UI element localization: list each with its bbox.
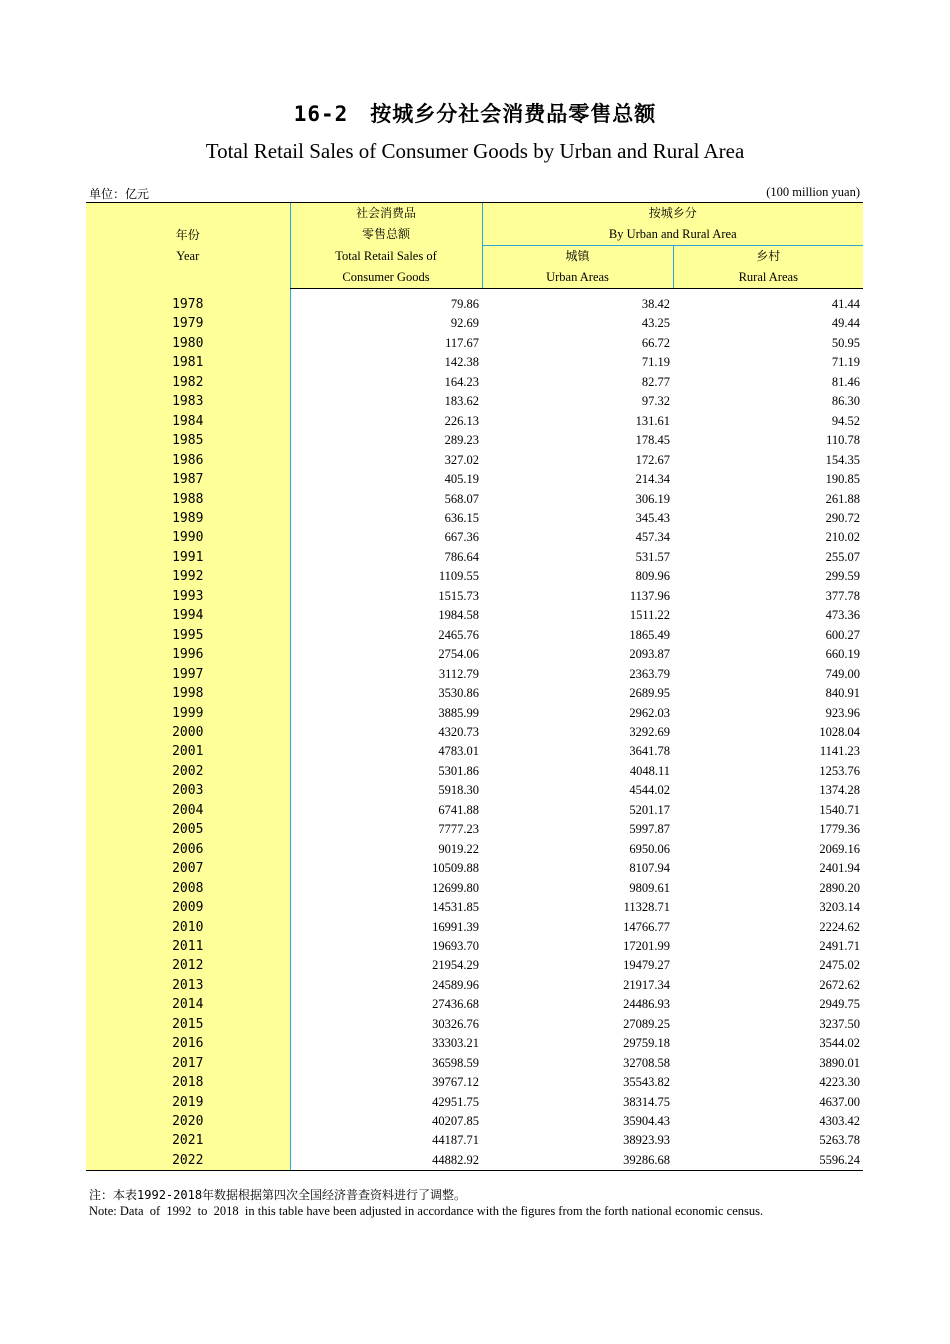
urban-cell: 531.57 bbox=[635, 549, 670, 564]
year-cell: 1979 bbox=[86, 314, 290, 333]
urban-cell: 2962.03 bbox=[629, 705, 670, 720]
rural-cell: 377.78 bbox=[825, 588, 861, 603]
rural-cell: 261.88 bbox=[825, 491, 861, 506]
total-cell: 183.62 bbox=[290, 392, 482, 411]
total-header-cn-2: 零售总额 bbox=[290, 224, 482, 246]
table-row bbox=[86, 1151, 863, 1171]
urban-cell: 19479.27 bbox=[623, 958, 670, 973]
rural-cell: 41.44 bbox=[831, 297, 861, 311]
year-cell: 1997 bbox=[86, 665, 290, 684]
urban-cell: 35904.43 bbox=[623, 1114, 670, 1129]
table-row bbox=[86, 781, 863, 800]
table-row bbox=[86, 451, 863, 470]
unit-label-cn: 单位：亿元 bbox=[89, 187, 150, 201]
year-cell: 2020 bbox=[86, 1112, 290, 1131]
rural-cell: 2949.75 bbox=[819, 997, 861, 1012]
rural-cell: 5263.78 bbox=[819, 1133, 861, 1148]
year-cell: 1998 bbox=[86, 684, 290, 703]
urban-cell: 809.96 bbox=[635, 569, 670, 584]
rural-header-en: Rural Areas bbox=[673, 267, 863, 289]
note-cn-suffix: 年数据根据第四次全国经济普查资料进行了调整。 bbox=[202, 1188, 467, 1202]
total-cell: 2754.06 bbox=[290, 645, 482, 664]
urban-cell: 172.67 bbox=[635, 452, 670, 467]
year-cell: 1999 bbox=[86, 704, 290, 723]
urban-cell: 3641.78 bbox=[629, 744, 670, 759]
urban-header-cn: 城镇 bbox=[482, 246, 673, 268]
year-cell: 2019 bbox=[86, 1093, 290, 1112]
year-cell: 1996 bbox=[86, 645, 290, 664]
total-cell: 9019.22 bbox=[290, 840, 482, 859]
year-cell: 1987 bbox=[86, 470, 290, 489]
table-row bbox=[86, 645, 863, 664]
year-cell: 1978 bbox=[86, 295, 290, 314]
urban-cell: 2363.79 bbox=[629, 666, 670, 681]
rural-cell: 299.59 bbox=[825, 569, 861, 584]
urban-cell: 131.61 bbox=[635, 413, 670, 428]
table-row bbox=[86, 801, 863, 820]
year-cell: 1995 bbox=[86, 626, 290, 645]
rural-cell: 190.85 bbox=[825, 472, 861, 487]
urban-cell: 38923.93 bbox=[623, 1133, 670, 1148]
total-cell: 16991.39 bbox=[290, 918, 482, 937]
total-cell: 3530.86 bbox=[290, 684, 482, 703]
table-row bbox=[86, 723, 863, 742]
urban-cell: 8107.94 bbox=[629, 861, 670, 876]
year-cell: 1992 bbox=[86, 567, 290, 586]
urban-cell: 21917.34 bbox=[623, 977, 670, 992]
table-row bbox=[86, 528, 863, 547]
title-cn-text: 按城乡分社会消费品零售总额 bbox=[370, 102, 657, 126]
rural-cell: 923.96 bbox=[825, 705, 861, 720]
table-row bbox=[86, 567, 863, 586]
table-row bbox=[86, 918, 863, 937]
year-cell: 2018 bbox=[86, 1073, 290, 1092]
total-cell: 12699.80 bbox=[290, 879, 482, 898]
rural-cell: 4637.00 bbox=[819, 1094, 861, 1109]
note-cn bbox=[89, 1186, 466, 1203]
urban-cell: 6950.06 bbox=[629, 841, 670, 856]
table-row bbox=[86, 762, 863, 781]
rural-cell: 840.91 bbox=[825, 686, 861, 701]
table-row bbox=[86, 937, 863, 956]
total-cell: 4320.73 bbox=[290, 723, 482, 742]
urban-cell: 2093.87 bbox=[629, 647, 670, 662]
year-cell: 1980 bbox=[86, 334, 290, 353]
year-cell: 1984 bbox=[86, 412, 290, 431]
total-cell: 405.19 bbox=[290, 470, 482, 489]
year-cell: 2022 bbox=[86, 1151, 290, 1171]
rural-cell: 71.19 bbox=[831, 355, 861, 370]
year-cell: 2011 bbox=[86, 937, 290, 956]
group-header-en: By Urban and Rural Area bbox=[482, 224, 863, 246]
table-row bbox=[86, 956, 863, 975]
rural-cell: 600.27 bbox=[825, 627, 861, 642]
rural-cell: 2491.71 bbox=[819, 938, 861, 953]
table-row bbox=[86, 295, 863, 314]
table-row bbox=[86, 412, 863, 431]
urban-cell: 82.77 bbox=[641, 374, 670, 389]
table-row bbox=[86, 1015, 863, 1034]
total-cell: 667.36 bbox=[290, 528, 482, 547]
rural-cell: 110.78 bbox=[826, 433, 861, 448]
total-cell: 33303.21 bbox=[290, 1034, 482, 1053]
year-cell: 2006 bbox=[86, 840, 290, 859]
total-cell: 92.69 bbox=[290, 314, 482, 333]
urban-cell: 27089.25 bbox=[623, 1016, 670, 1031]
total-cell: 44187.71 bbox=[290, 1131, 482, 1150]
page-title-en: Total Retail Sales of Consumer Goods by Urban and Rural Area bbox=[205, 139, 745, 163]
year-cell: 2009 bbox=[86, 898, 290, 917]
year-cell: 2015 bbox=[86, 1015, 290, 1034]
year-header-cn: 年份 bbox=[86, 203, 290, 246]
urban-cell: 11328.71 bbox=[623, 900, 670, 915]
rural-cell: 3890.01 bbox=[819, 1055, 861, 1070]
urban-cell: 5201.17 bbox=[629, 802, 670, 817]
year-cell: 2012 bbox=[86, 956, 290, 975]
table-row bbox=[86, 859, 863, 878]
rural-cell: 2475.02 bbox=[819, 958, 861, 973]
rural-cell: 1141.23 bbox=[819, 744, 861, 759]
year-cell: 2013 bbox=[86, 976, 290, 995]
total-cell: 1984.58 bbox=[290, 606, 482, 625]
table-row bbox=[86, 373, 863, 392]
year-cell: 1986 bbox=[86, 451, 290, 470]
urban-cell: 178.45 bbox=[635, 433, 670, 448]
table-row bbox=[86, 470, 863, 489]
urban-cell: 3292.69 bbox=[629, 724, 670, 739]
urban-cell: 39286.68 bbox=[482, 1151, 673, 1171]
rural-cell: 473.36 bbox=[825, 608, 861, 623]
table-row bbox=[86, 840, 863, 859]
year-cell: 2010 bbox=[86, 918, 290, 937]
year-cell: 1994 bbox=[86, 606, 290, 625]
total-cell: 636.15 bbox=[290, 509, 482, 528]
rural-cell: 1253.76 bbox=[819, 763, 861, 778]
table-row bbox=[86, 587, 863, 606]
table-row bbox=[86, 314, 863, 333]
rural-cell: 154.35 bbox=[825, 452, 861, 467]
urban-cell: 457.34 bbox=[635, 530, 670, 545]
urban-cell: 5997.87 bbox=[629, 822, 670, 837]
total-cell: 24589.96 bbox=[290, 976, 482, 995]
note-cn-years: 1992-2018 bbox=[137, 1188, 203, 1202]
year-cell: 2016 bbox=[86, 1034, 290, 1053]
total-cell: 5301.86 bbox=[290, 762, 482, 781]
rural-cell: 2069.16 bbox=[819, 841, 861, 856]
table-row bbox=[86, 1112, 863, 1131]
total-cell: 2465.76 bbox=[290, 626, 482, 645]
table-row bbox=[86, 704, 863, 723]
year-cell: 1983 bbox=[86, 392, 290, 411]
table-row bbox=[86, 548, 863, 567]
table-row bbox=[86, 742, 863, 761]
year-cell: 2003 bbox=[86, 781, 290, 800]
rural-cell: 290.72 bbox=[825, 510, 861, 525]
table-row bbox=[86, 1131, 863, 1150]
rural-cell: 1779.36 bbox=[819, 822, 861, 837]
urban-cell: 38314.75 bbox=[623, 1094, 670, 1109]
table-row bbox=[86, 1073, 863, 1092]
urban-cell: 4048.11 bbox=[629, 763, 670, 778]
urban-cell: 345.43 bbox=[635, 510, 670, 525]
year-cell: 2008 bbox=[86, 879, 290, 898]
rural-cell: 210.02 bbox=[825, 530, 861, 545]
rural-cell: 81.46 bbox=[831, 374, 861, 389]
table-header bbox=[86, 203, 863, 289]
note-en: Note: Data of 1992 to 2018 in this table have been adjusted in accordance with the figures from the forth national economic census. bbox=[89, 1204, 764, 1218]
rural-cell: 660.19 bbox=[825, 647, 861, 662]
total-cell: 5918.30 bbox=[290, 781, 482, 800]
urban-cell: 71.19 bbox=[641, 355, 670, 370]
rural-cell: 255.07 bbox=[825, 549, 861, 564]
rural-cell: 2890.20 bbox=[819, 880, 861, 895]
total-cell: 10509.88 bbox=[290, 859, 482, 878]
rural-cell: 50.95 bbox=[831, 335, 861, 350]
table-row bbox=[86, 976, 863, 995]
year-cell: 1981 bbox=[86, 353, 290, 372]
urban-cell: 14766.77 bbox=[623, 919, 670, 934]
table-row bbox=[86, 1054, 863, 1073]
table-row bbox=[86, 392, 863, 411]
total-header-en-2: Consumer Goods bbox=[290, 267, 482, 289]
total-cell: 1109.55 bbox=[290, 567, 482, 586]
year-cell: 2000 bbox=[86, 723, 290, 742]
table-row bbox=[86, 820, 863, 839]
year-cell: 1985 bbox=[86, 431, 290, 450]
total-cell: 44882.92 bbox=[290, 1151, 482, 1171]
year-cell: 1989 bbox=[86, 509, 290, 528]
table-row bbox=[86, 665, 863, 684]
note-cn-prefix: 注：本表 bbox=[89, 1188, 138, 1202]
total-cell: 164.23 bbox=[290, 373, 482, 392]
total-cell: 3885.99 bbox=[290, 704, 482, 723]
rural-cell: 1028.04 bbox=[819, 724, 861, 739]
year-header-en: Year bbox=[86, 246, 290, 289]
rural-cell: 2672.62 bbox=[819, 977, 861, 992]
urban-cell: 306.19 bbox=[635, 491, 670, 506]
rural-cell: 49.44 bbox=[831, 316, 861, 331]
year-cell: 1990 bbox=[86, 528, 290, 547]
urban-cell: 1511.22 bbox=[629, 608, 670, 623]
table-row bbox=[86, 353, 863, 372]
year-cell: 1988 bbox=[86, 490, 290, 509]
urban-cell: 43.25 bbox=[641, 316, 670, 331]
total-cell: 30326.76 bbox=[290, 1015, 482, 1034]
urban-cell: 4544.02 bbox=[629, 783, 670, 798]
rural-cell: 86.30 bbox=[831, 394, 861, 409]
year-cell: 2004 bbox=[86, 801, 290, 820]
total-header-cn-1: 社会消费品 bbox=[290, 203, 482, 225]
table-row bbox=[86, 490, 863, 509]
table-row bbox=[86, 995, 863, 1014]
rural-cell: 749.00 bbox=[825, 666, 861, 681]
urban-cell: 38.42 bbox=[641, 297, 670, 311]
total-cell: 4783.01 bbox=[290, 742, 482, 761]
table-row bbox=[86, 684, 863, 703]
rural-cell: 3203.14 bbox=[819, 900, 861, 915]
urban-cell: 2689.95 bbox=[629, 686, 670, 701]
rural-header-cn: 乡村 bbox=[673, 246, 863, 268]
total-cell: 3112.79 bbox=[290, 665, 482, 684]
total-cell: 40207.85 bbox=[290, 1112, 482, 1131]
total-cell: 786.64 bbox=[290, 548, 482, 567]
total-cell: 117.67 bbox=[290, 334, 482, 353]
table-row bbox=[86, 1034, 863, 1053]
table-number: 16-2 bbox=[293, 102, 349, 126]
total-cell: 36598.59 bbox=[290, 1054, 482, 1073]
rural-cell: 4303.42 bbox=[819, 1114, 861, 1129]
urban-cell: 35543.82 bbox=[623, 1075, 670, 1090]
total-cell: 39767.12 bbox=[290, 1073, 482, 1092]
urban-cell: 1137.96 bbox=[629, 588, 670, 603]
year-cell: 2002 bbox=[86, 762, 290, 781]
year-cell: 2017 bbox=[86, 1054, 290, 1073]
total-cell: 6741.88 bbox=[290, 801, 482, 820]
urban-cell: 29759.18 bbox=[623, 1036, 670, 1051]
urban-cell: 1865.49 bbox=[629, 627, 670, 642]
total-cell: 142.38 bbox=[290, 353, 482, 372]
total-cell: 289.23 bbox=[290, 431, 482, 450]
table-row bbox=[86, 334, 863, 353]
page-title-cn bbox=[0, 98, 950, 128]
total-cell: 7777.23 bbox=[290, 820, 482, 839]
urban-cell: 214.34 bbox=[635, 472, 670, 487]
total-cell: 14531.85 bbox=[290, 898, 482, 917]
urban-header-en: Urban Areas bbox=[482, 267, 673, 289]
year-cell: 2007 bbox=[86, 859, 290, 878]
urban-cell: 66.72 bbox=[641, 335, 670, 350]
year-cell: 2014 bbox=[86, 995, 290, 1014]
table-row bbox=[86, 626, 863, 645]
urban-cell: 97.32 bbox=[641, 394, 670, 409]
total-cell: 21954.29 bbox=[290, 956, 482, 975]
unit-label-en: (100 million yuan) bbox=[766, 185, 860, 199]
year-cell: 2005 bbox=[86, 820, 290, 839]
total-cell: 79.86 bbox=[290, 295, 482, 314]
table-body bbox=[86, 289, 863, 1171]
rural-cell: 2224.62 bbox=[819, 919, 861, 934]
table-row bbox=[86, 1093, 863, 1112]
total-cell: 568.07 bbox=[290, 490, 482, 509]
table-row bbox=[86, 606, 863, 625]
table-row bbox=[86, 431, 863, 450]
rural-cell: 4223.30 bbox=[819, 1075, 861, 1090]
urban-cell: 24486.93 bbox=[623, 997, 670, 1012]
rural-cell: 2401.94 bbox=[819, 861, 861, 876]
group-header-cn: 按城乡分 bbox=[482, 203, 863, 225]
year-cell: 2021 bbox=[86, 1131, 290, 1150]
rural-cell: 3237.50 bbox=[819, 1016, 861, 1031]
rural-cell: 5596.24 bbox=[673, 1151, 863, 1171]
urban-cell: 32708.58 bbox=[623, 1055, 670, 1070]
year-cell: 1991 bbox=[86, 548, 290, 567]
urban-cell: 17201.99 bbox=[623, 938, 670, 953]
rural-cell: 3544.02 bbox=[819, 1036, 861, 1051]
year-cell: 2001 bbox=[86, 742, 290, 761]
table-row bbox=[86, 509, 863, 528]
total-cell: 19693.70 bbox=[290, 937, 482, 956]
rural-cell: 1540.71 bbox=[819, 802, 861, 817]
retail-sales-table bbox=[86, 202, 863, 1171]
table-row bbox=[86, 879, 863, 898]
year-cell: 1982 bbox=[86, 373, 290, 392]
total-cell: 27436.68 bbox=[290, 995, 482, 1014]
urban-cell: 9809.61 bbox=[629, 880, 670, 895]
year-cell: 1993 bbox=[86, 587, 290, 606]
rural-cell: 1374.28 bbox=[819, 783, 861, 798]
total-header-en-1: Total Retail Sales of bbox=[290, 246, 482, 268]
total-cell: 1515.73 bbox=[290, 587, 482, 606]
total-cell: 327.02 bbox=[290, 451, 482, 470]
table-row bbox=[86, 898, 863, 917]
rural-cell: 94.52 bbox=[831, 413, 861, 428]
total-cell: 226.13 bbox=[290, 412, 482, 431]
total-cell: 42951.75 bbox=[290, 1093, 482, 1112]
